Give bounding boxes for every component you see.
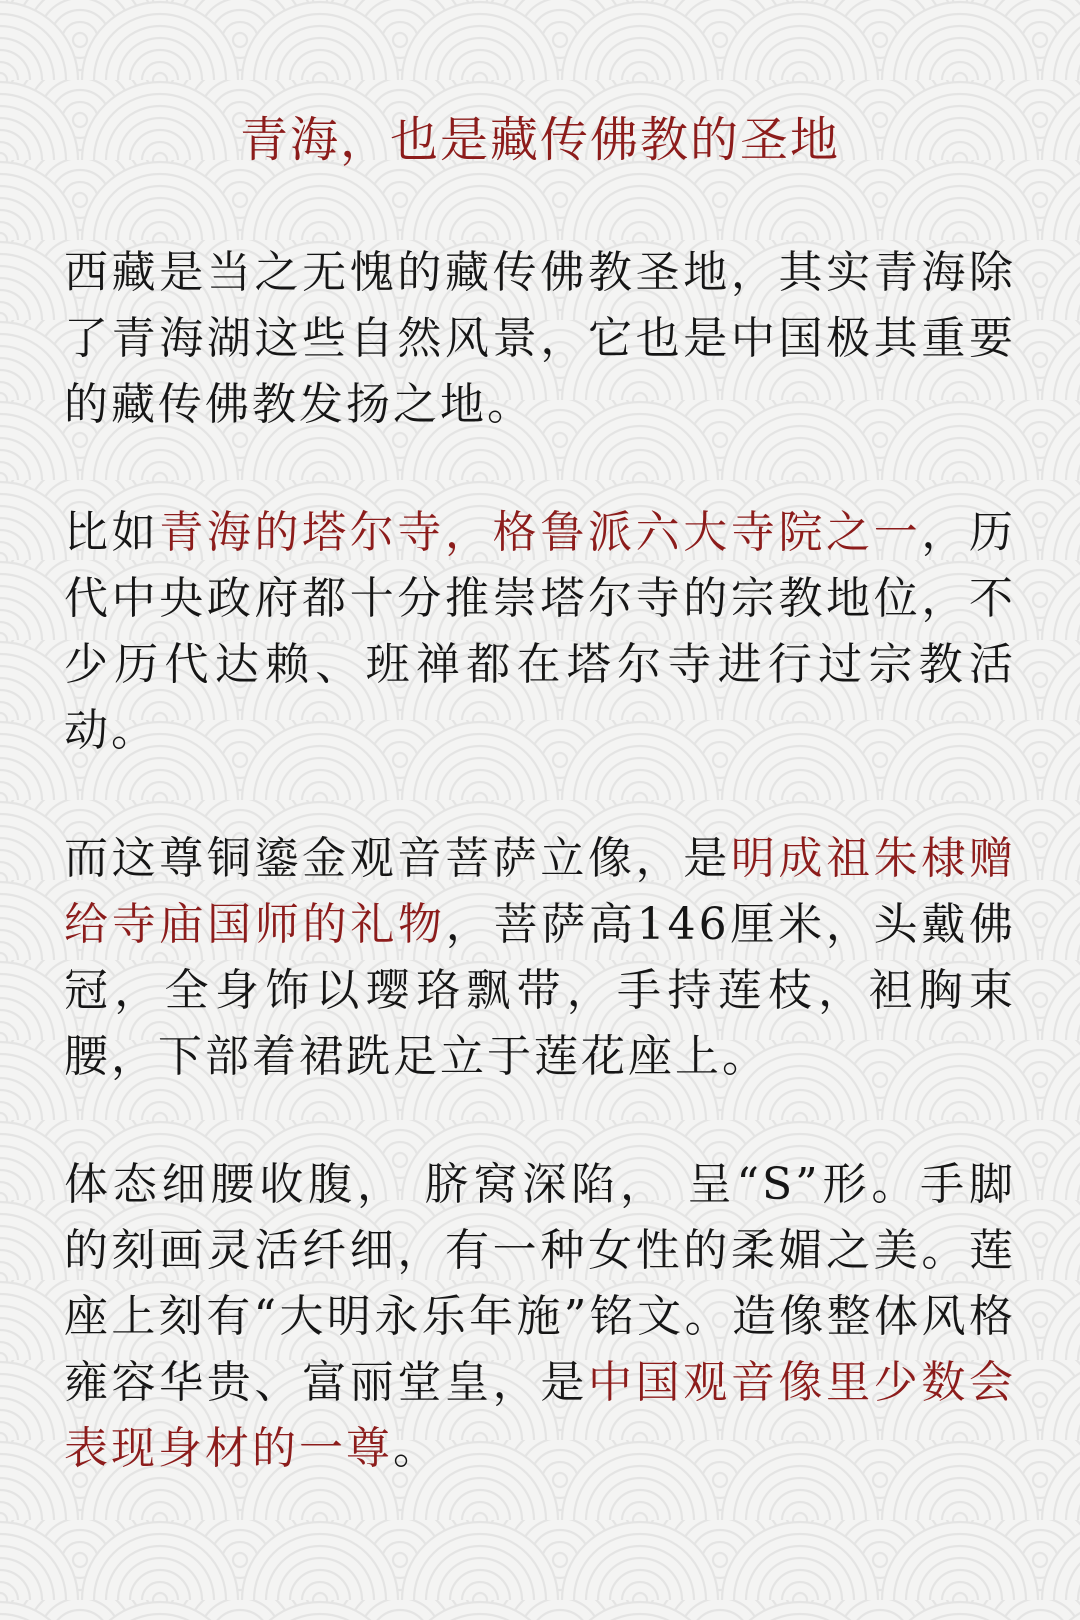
- paragraph-3: [64, 826, 1016, 1090]
- paragraph-4: [64, 1152, 1016, 1482]
- paragraph-3-highlight: 明成祖朱棣赠给寺庙国师的礼物: [64, 833, 1017, 950]
- paragraph-4-highlight: 中国观音像里少数会表现身材的一尊: [64, 1357, 1017, 1474]
- paragraph-2-text-before: 比如: [64, 507, 160, 558]
- paragraph-2-highlight: 青海的塔尔寺，格鲁派六大寺院之一: [159, 507, 922, 558]
- article-title: 青海，也是藏传佛教的圣地: [239, 112, 840, 168]
- paragraph-3-text-after: ，菩萨高146厘米，头戴佛冠，全身饰以璎珞飘带，手持莲枝，袒胸束腰，下部着裙跣足立于莲花座上。: [64, 899, 1017, 1082]
- paragraph-2: [64, 500, 1016, 764]
- paragraph-1-text: 西藏是当之无愧的藏传佛教圣地，其实青海除了青海湖这些自然风景，它也是中国极其重要的藏传佛教发扬之地。: [64, 247, 1016, 430]
- paragraph-1: [64, 240, 1016, 438]
- paragraph-2-text-after: ，历代中央政府都十分推崇塔尔寺的宗教地位，不少历代达赖、班禅都在塔尔寺进行过宗教活动。: [64, 507, 1017, 756]
- paragraph-4-text-before: 体态细腰收腹， 脐窝深陷， 呈“S”形。手脚的刻画灵活纤细，有一种女性的柔媚之美。莲座上刻有“大明永乐年施”铭文。造像整体风格雍容华贵、富丽堂皇，是: [64, 1159, 1016, 1408]
- paragraph-4-text-after: 。: [393, 1423, 440, 1474]
- paragraph-3-text-before: 而这尊铜鎏金观音菩萨立像，是: [64, 833, 731, 884]
